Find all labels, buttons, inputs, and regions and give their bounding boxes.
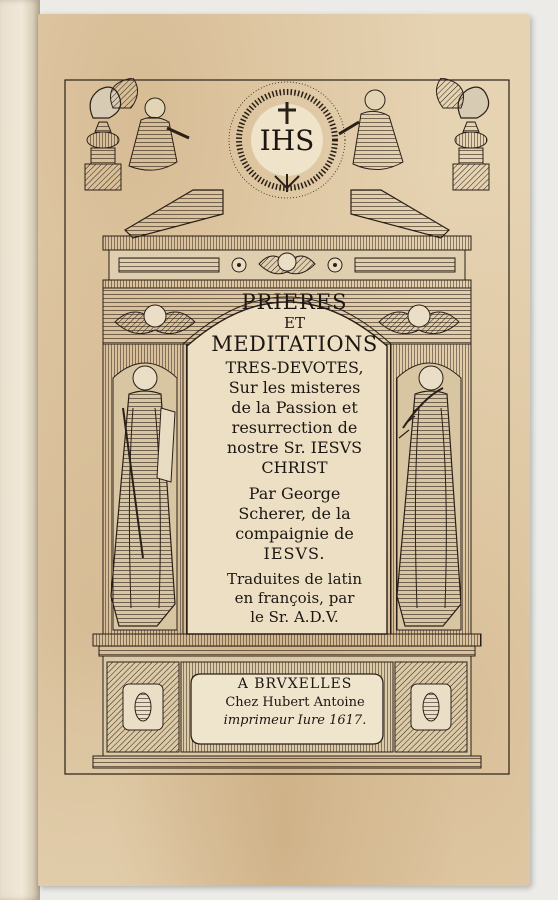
author-line-2: Scherer, de la bbox=[238, 504, 351, 523]
subtitle-line-4: resurrection de bbox=[231, 418, 358, 437]
title-line-2: ET bbox=[284, 314, 305, 332]
title-line-3: MEDITATIONS bbox=[211, 332, 378, 356]
rosette-icon-right bbox=[328, 258, 342, 272]
subtitle-line-2: Sur les misteres bbox=[228, 378, 361, 397]
subtitle-line-5: nostre Sr. IESVS bbox=[226, 438, 363, 457]
author-line-1: Par George bbox=[248, 484, 341, 503]
title-text-panel bbox=[186, 290, 403, 635]
title-page bbox=[38, 14, 530, 886]
imprint-line-3: imprimeur Iure 1617. bbox=[223, 713, 367, 728]
imprint-line-2: Chez Hubert Antoine bbox=[225, 695, 365, 710]
imprint-line-1: A BRVXELLES bbox=[237, 676, 353, 692]
subtitle-line-6: CHRIST bbox=[261, 458, 328, 477]
rosette-icon-left bbox=[232, 258, 246, 272]
ihs-emblem-text: IHS bbox=[259, 124, 315, 157]
cartouche-icon-left bbox=[123, 684, 163, 730]
title-line-1: PRIERES bbox=[241, 290, 348, 314]
author-line-4: IESVS. bbox=[263, 544, 326, 563]
left-page-edge bbox=[0, 0, 40, 900]
cartouche-icon-right bbox=[411, 684, 451, 730]
angel-icon-right bbox=[339, 78, 464, 170]
imprint-cartouche bbox=[201, 668, 389, 748]
subtitle-line-3: de la Passion et bbox=[231, 398, 358, 417]
subtitle-line-1: TRES-DEVOTES, bbox=[225, 358, 364, 377]
translation-line-1: Traduites de latin bbox=[226, 570, 363, 588]
angel-icon-left bbox=[111, 78, 190, 170]
translation-line-3: le Sr. A.D.V. bbox=[250, 608, 339, 626]
engraved-frontispiece bbox=[63, 78, 511, 778]
author-line-3: compaignie de bbox=[235, 524, 354, 543]
translation-line-2: en françois, par bbox=[234, 589, 355, 607]
